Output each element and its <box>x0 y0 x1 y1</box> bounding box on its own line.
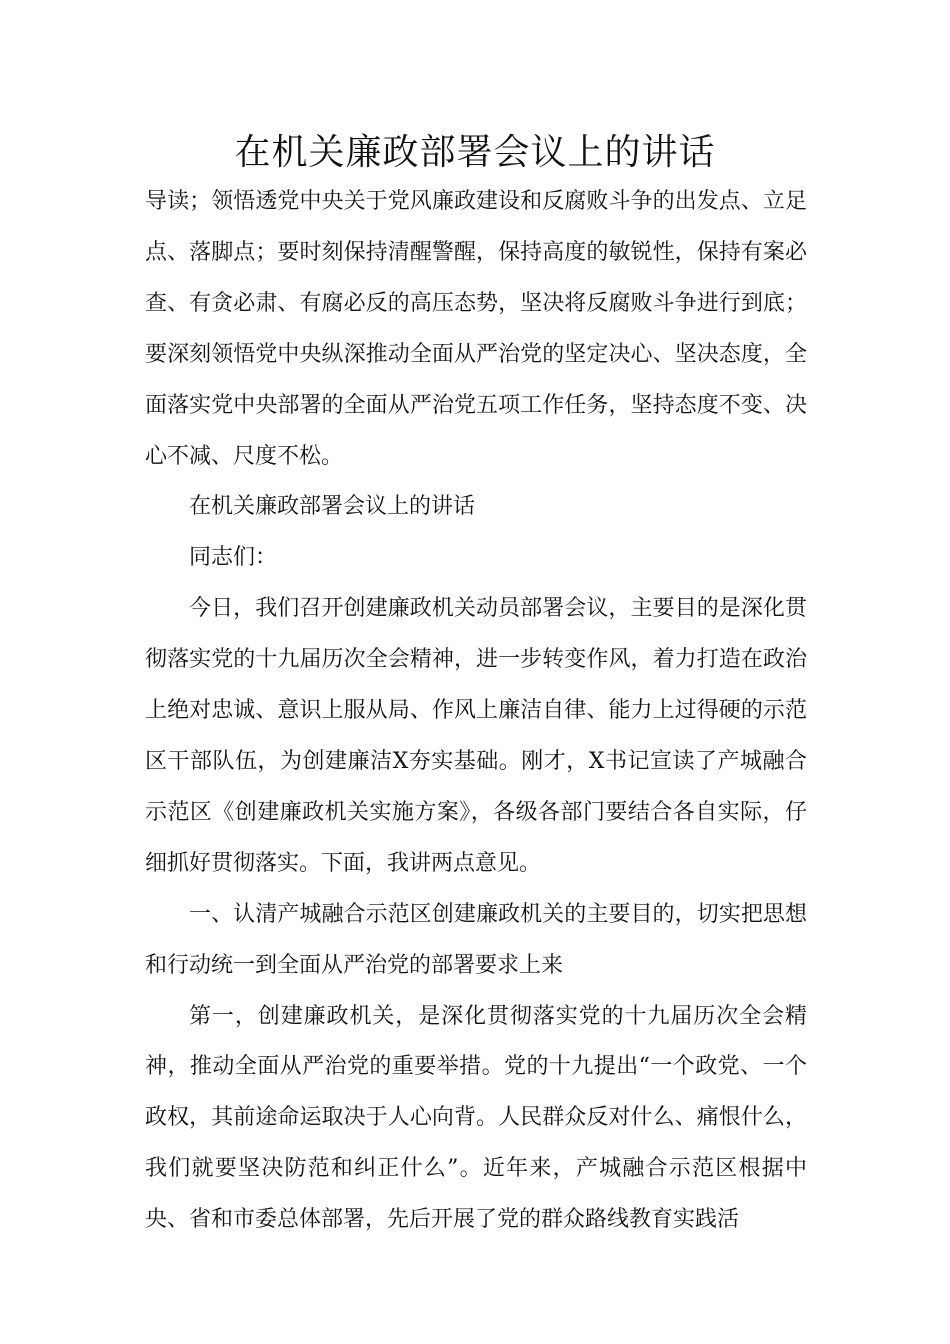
document-body <box>145 177 807 1246</box>
body-paragraph: 今日，我们召开创建廉政机关动员部署会议，主要目的是深化贯彻落实党的十九届历次全会精神，进一步转变作风，着力打造在政治上绝对忠诚、意识上服从局、作风上廉洁自律、能力上过得硬的示范区干部队伍，为创建廉洁X夯实基础。刚才，X书记宣读了产城融合示范区《创建廉政机关实施方案》，各级各部门要结合各自实际，仔细抓好贯彻落实。下面，我讲两点意见。 <box>145 596 807 876</box>
document-title: 在机关廉政部署会议上的讲话 <box>234 132 716 173</box>
abstract-paragraph: 导读；领悟透党中央关于党风廉政建设和反腐败斗争的出发点、立足点、落脚点；要时刻保持清醒警醒，保持高度的敏锐性，保持有案必查、有贪必肃、有腐必反的高压态势，坚决将反腐败斗争进行到底；要深刻领悟党中央纵深推动全面从严治党的坚定决心、坚决态度，全面落实党中央部署的全面从严治党五项工作任务，坚持态度不变、决心不减、尺度不松。 <box>145 189 807 469</box>
body-paragraph: 第一，创建廉政机关，是深化贯彻落实党的十九届历次全会精神，推动全面从严治党的重要举措。党的十九提出“一个政党、一个政权，其前途命运取决于人心向背。人民群众反对什么、痛恨什么，我们就要坚决防范和纠正什么”。近年来，产城融合示范区根据中央、省和市委总体部署，先后开展了党的群众路线教育实践活 <box>145 1003 807 1233</box>
speech-heading: 在机关廉政部署会议上的讲话 <box>189 494 476 520</box>
section-heading: 一、认清产城融合示范区创建廉政机关的主要目的，切实把思想和行动统一到全面从严治党的部署要求上来 <box>145 901 807 978</box>
salutation: 同志们： <box>189 545 278 571</box>
